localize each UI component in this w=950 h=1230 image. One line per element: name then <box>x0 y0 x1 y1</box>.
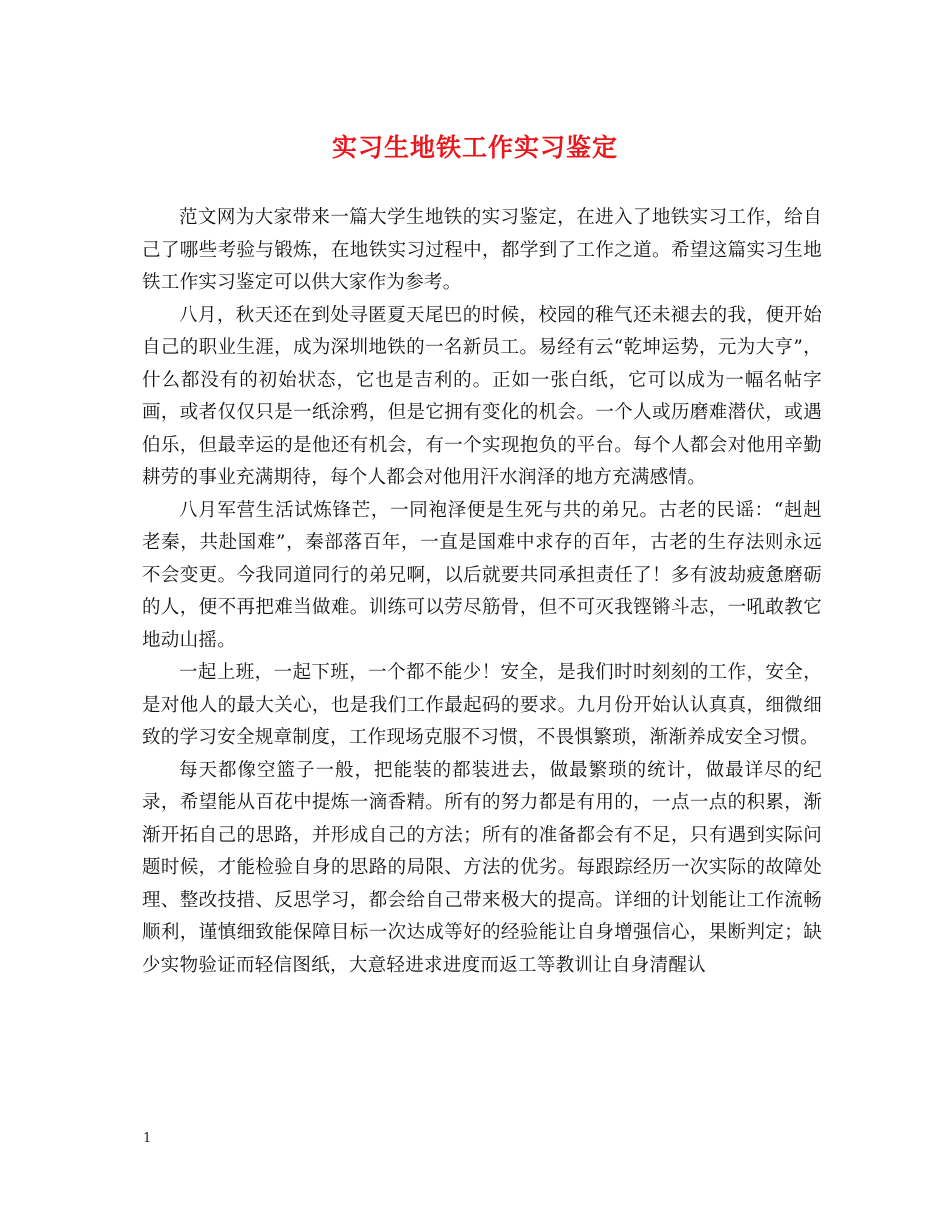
paragraph-1: 范文网为大家带来一篇大学生地铁的实习鉴定，在进入了地铁实习工作，给自己了哪些考验与锻炼，在地铁实习过程中，都学到了工作之道。希望这篇实习生地铁工作实习鉴定可以供大家作为参考。 <box>142 207 822 293</box>
paragraph-5: 每天都像空篮子一般，把能装的都装进去，做最繁琐的统计，做最详尽的纪录，希望能从百花中提炼一滴香精。所有的努力都是有用的，一点一点的积累，渐渐开拓自己的思路，并形成自己的方法；所有的准备都会有不足，只有遇到实际问题时候，才能检验自身的思路的局限、方法的优劣。每跟踪经历一次实际的故障处理、整改技措、反思学习，都会给自己带来极大的提高。详细的计划能让工作流畅顺利，谨慎细致能保障目标一次达成等好的经验能让自身增强信心，果断判定；缺少实物验证而轻信图纸，大意轻进求进度而返工等教训让自身清醒认 <box>142 759 822 976</box>
document-title: 实习生地铁工作实习鉴定 <box>331 133 618 162</box>
paragraph-3: 八月军营生活试炼锋芒，一同袍泽便是生死与共的弟兄。古老的民谣：“赳赳老秦，共赴国难”，秦部落百年，一直是国难中求存的百年，古老的生存法则永远不会变更。今我同道同行的弟兄啊，以后就要共同承担责任了！多有波劫疲惫磨砺的人，便不再把难当做难。训练可以劳尽筋骨，但不可灭我铿锵斗志，一吼敢教它地动山摇。 <box>142 499 822 651</box>
document-body <box>142 202 822 982</box>
page-number: 1 <box>143 1131 152 1146</box>
paragraph-2: 八月，秋天还在到处寻匿夏天尾巴的时候，校园的稚气还未褪去的我，便开始自己的职业生涯，成为深圳地铁的一名新员工。易经有云“乾坤运势，元为大亨”，什么都没有的初始状态，它也是吉利的。正如一张白纸，它可以成为一幅名帖字画，或者仅仅只是一纸涂鸦，但是它拥有变化的机会。一个人或历磨难潜伏，或遇伯乐，但最幸运的是他还有机会，有一个实现抱负的平台。每个人都会对他用辛勤耕劳的事业充满期待，每个人都会对他用汗水润泽的地方充满感情。 <box>142 304 822 488</box>
paragraph-4: 一起上班，一起下班，一个都不能少！安全，是我们时时刻刻的工作，安全，是对他人的最大关心，也是我们工作最起码的要求。九月份开始认认真真，细微细致的学习安全规章制度，工作现场克服不习惯，不畏惧繁琐，渐渐养成安全习惯。 <box>142 662 822 748</box>
